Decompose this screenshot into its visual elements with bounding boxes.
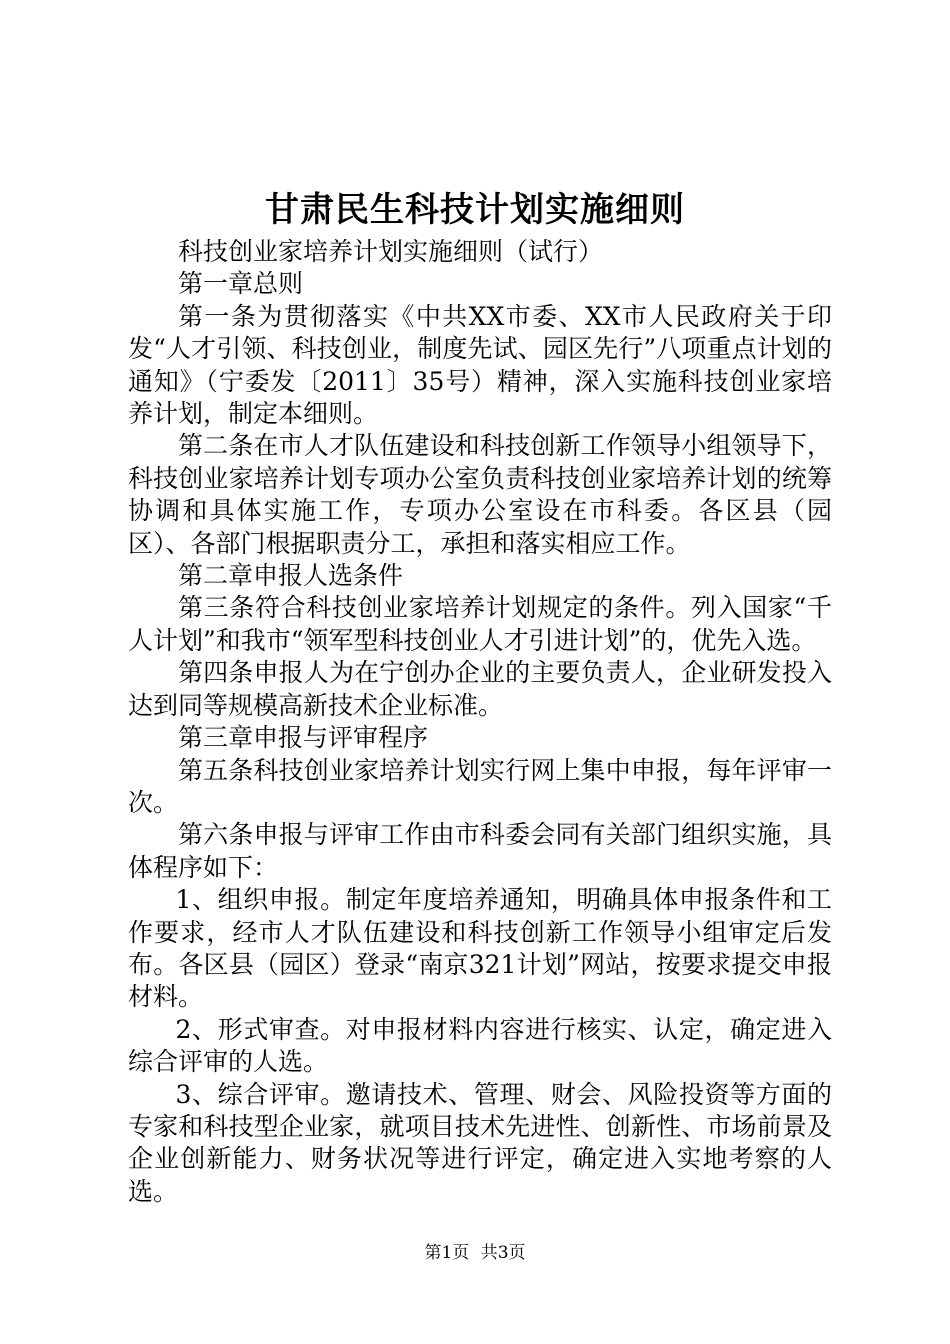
page-total: 共3页 <box>480 1243 526 1263</box>
document-title: 甘肃民生科技计划实施细则 <box>265 190 685 230</box>
chapter-heading: 第三章申报与评审程序 <box>178 723 429 753</box>
procedure-item: 1、组织申报。制定年度培养通知，明确具体申报条件和工作要求，经市人才队伍建设和科技创新工作领导小组审定后发布。各区县（园区）登录“南京321计划”网站，按要求提交申报材料。 <box>128 885 832 1012</box>
procedure-item: 2、形式审查。对申报材料内容进行核实、认定，确定进入综合评审的人选。 <box>128 1014 832 1077</box>
procedure-item: 3、综合评审。邀请技术、管理、财会、风险投资等方面的专家和科技型企业家，就项目技术先进性、创新性、市场前景及企业创新能力、财务状况等进行评定，确定进入实地考察的人选。 <box>128 1079 832 1206</box>
article-paragraph: 第一条为贯彻落实《中共XX市委、XX市人民政府关于印发“人才引领、科技创业，制度先试、园区先行”八项重点计划的通知》（宁委发〔2011〕35号）精神，深入实施科技创业家培养计划，制定本细则。 <box>128 301 832 429</box>
chapter-heading: 第二章申报人选条件 <box>178 561 404 591</box>
article-paragraph: 第五条科技创业家培养计划实行网上集中申报，每年评审一次。 <box>128 755 832 817</box>
article-paragraph: 第三条符合科技创业家培养计划规定的条件。列入国家“千人计划”和我市“领军型科技创业人才引进计划”的，优先入选。 <box>128 593 832 655</box>
chapter-heading: 第一章总则 <box>178 269 304 299</box>
page-number: 第1页 <box>424 1243 470 1263</box>
page-footer <box>0 1241 950 1265</box>
subtitle-paragraph: 科技创业家培养计划实施细则（试行） <box>178 237 604 266</box>
article-paragraph: 第六条申报与评审工作由市科委会同有关部门组织实施，具体程序如下： <box>128 820 832 882</box>
article-paragraph: 第二条在市人才队伍建设和科技创新工作领导小组领导下，科技创业家培养计划专项办公室负责科技创业家培养计划的统筹协调和具体实施工作，专项办公室设在市科委。各区县（园区）、各部门根据职责分工，承担和落实相应工作。 <box>128 431 832 558</box>
article-paragraph: 第四条申报人为在宁创办企业的主要负责人，企业研发投入达到同等规模高新技术企业标准。 <box>128 658 832 720</box>
document-body <box>128 236 832 1208</box>
